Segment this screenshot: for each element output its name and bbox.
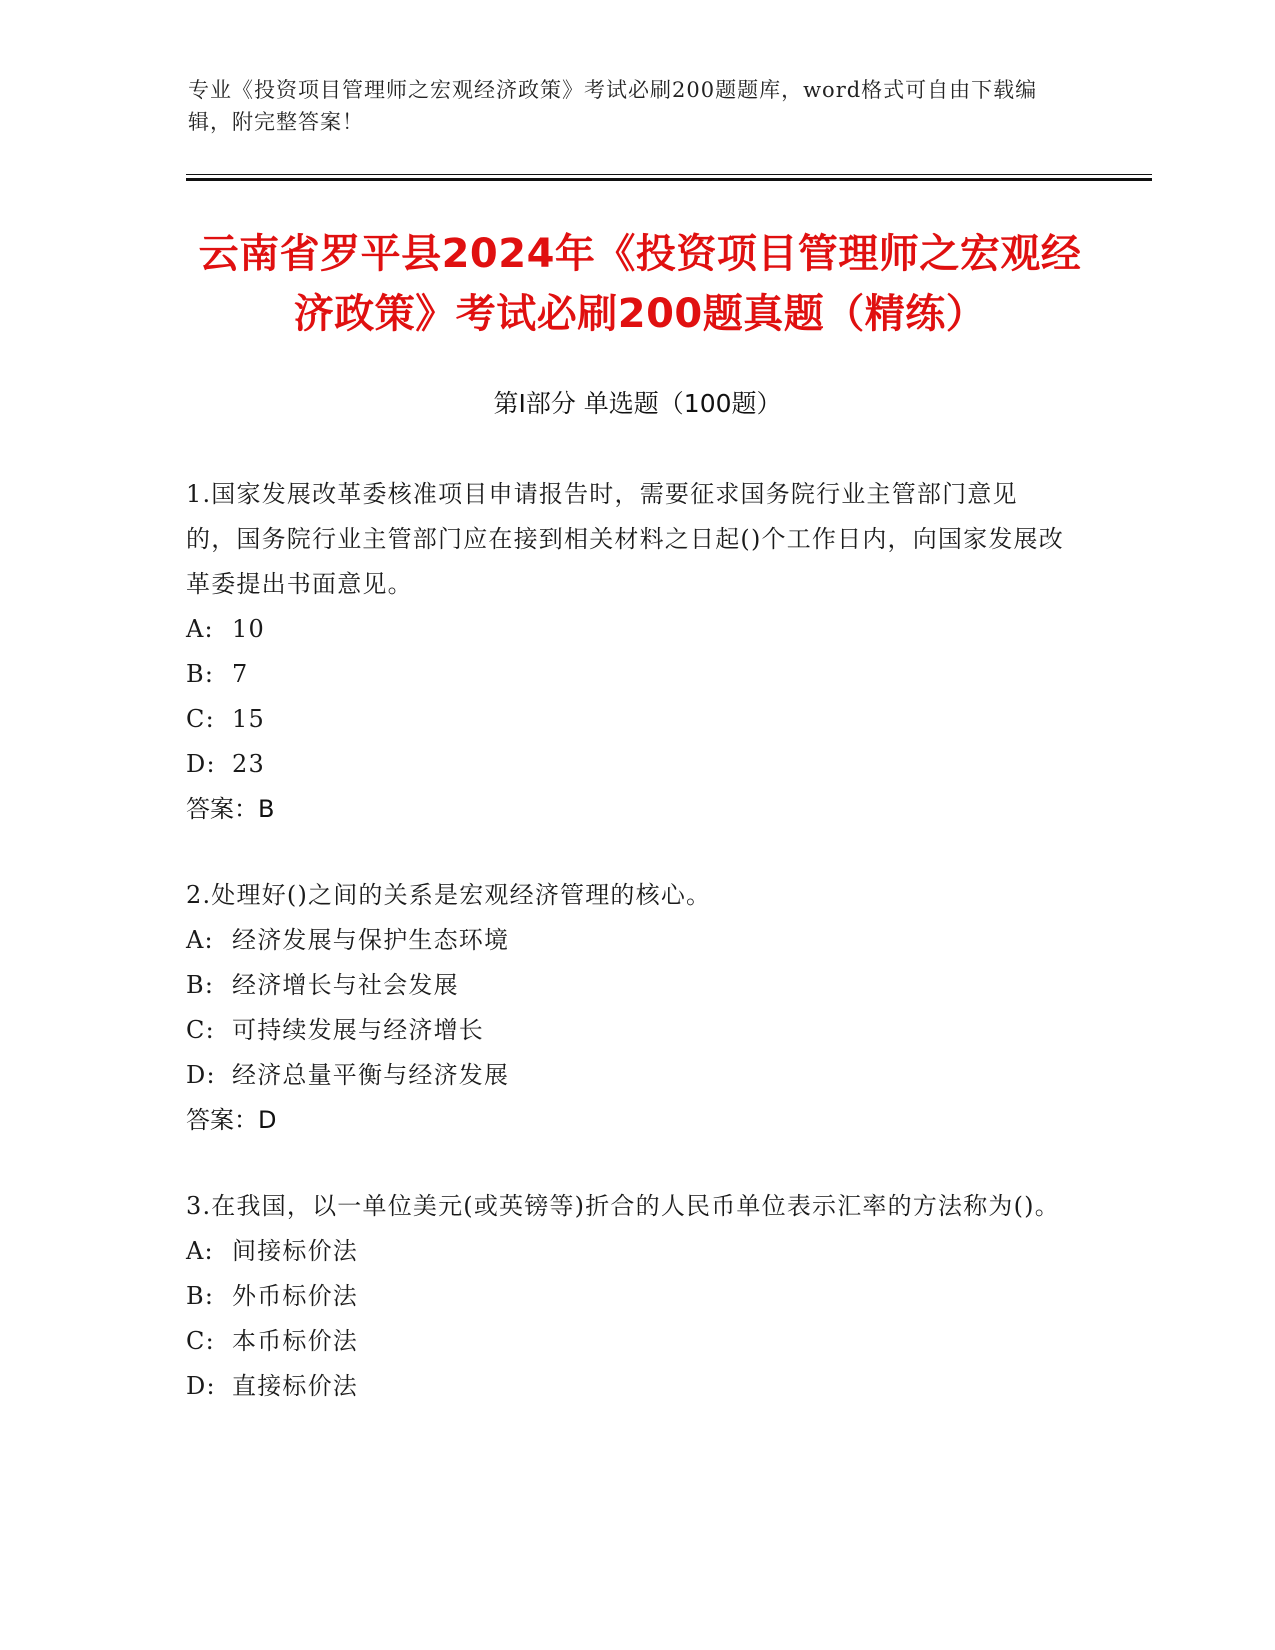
option-key: A: xyxy=(186,1237,214,1265)
option-key: C: xyxy=(186,705,215,733)
document-title: 云南省罗平县2024年《投资项目管理师之宏观经济政策》考试必刷200题真题（精练） xyxy=(198,231,1082,337)
option-d xyxy=(186,1364,1066,1409)
answer-line: 答案：D xyxy=(186,1106,277,1134)
option-d xyxy=(186,1053,1066,1098)
option-key: D: xyxy=(186,750,216,778)
option-text: 10 xyxy=(232,615,265,643)
question-3 xyxy=(186,1184,1066,1409)
option-c xyxy=(186,697,1066,742)
option-text: 23 xyxy=(232,750,265,778)
question-list xyxy=(186,472,1066,1450)
option-a xyxy=(186,607,1066,652)
option-text: 间接标价法 xyxy=(232,1237,358,1265)
section-title: 第Ⅰ部分 单选题（100题） xyxy=(493,389,782,418)
option-text: 经济发展与保护生态环境 xyxy=(232,926,510,954)
option-text: 外币标价法 xyxy=(232,1282,358,1310)
option-key: C: xyxy=(186,1016,215,1044)
header-rule-thick xyxy=(186,178,1152,181)
option-d xyxy=(186,742,1066,787)
option-text: 经济总量平衡与经济发展 xyxy=(232,1061,510,1089)
option-key: A: xyxy=(186,926,214,954)
option-key: B: xyxy=(186,971,215,999)
option-key: D: xyxy=(186,1061,216,1089)
option-c xyxy=(186,1008,1066,1053)
question-2 xyxy=(186,873,1066,1143)
question-stem: 3.在我国，以一单位美元(或英镑等)折合的人民币单位表示汇率的方法称为()。 xyxy=(186,1192,1060,1220)
option-text: 直接标价法 xyxy=(232,1372,358,1400)
option-text: 可持续发展与经济增长 xyxy=(232,1016,484,1044)
question-stem: 2.处理好()之间的关系是宏观经济管理的核心。 xyxy=(186,881,712,909)
option-a xyxy=(186,918,1066,963)
option-key: B: xyxy=(186,1282,215,1310)
option-text: 本币标价法 xyxy=(232,1327,358,1355)
answer-line: 答案：B xyxy=(186,795,275,823)
question-1 xyxy=(186,472,1066,832)
option-c xyxy=(186,1319,1066,1364)
header-rule-thin xyxy=(186,174,1152,175)
option-key: A: xyxy=(186,615,214,643)
option-a xyxy=(186,1229,1066,1274)
option-text: 经济增长与社会发展 xyxy=(232,971,459,999)
option-b xyxy=(186,652,1066,697)
option-key: D: xyxy=(186,1372,216,1400)
option-text: 7 xyxy=(232,660,249,688)
option-text: 15 xyxy=(232,705,265,733)
option-b xyxy=(186,963,1066,1008)
option-b xyxy=(186,1274,1066,1319)
question-stem: 1.国家发展改革委核准项目申请报告时，需要征求国务院行业主管部门意见的，国务院行业主管部门应在接到相关材料之日起()个工作日内，向国家发展改革委提出书面意见。 xyxy=(186,480,1064,598)
option-key: C: xyxy=(186,1327,215,1355)
option-key: B: xyxy=(186,660,215,688)
header-note: 专业《投资项目管理师之宏观经济政策》考试必刷200题题库，word格式可自由下载编辑，附完整答案！ xyxy=(188,78,1038,134)
